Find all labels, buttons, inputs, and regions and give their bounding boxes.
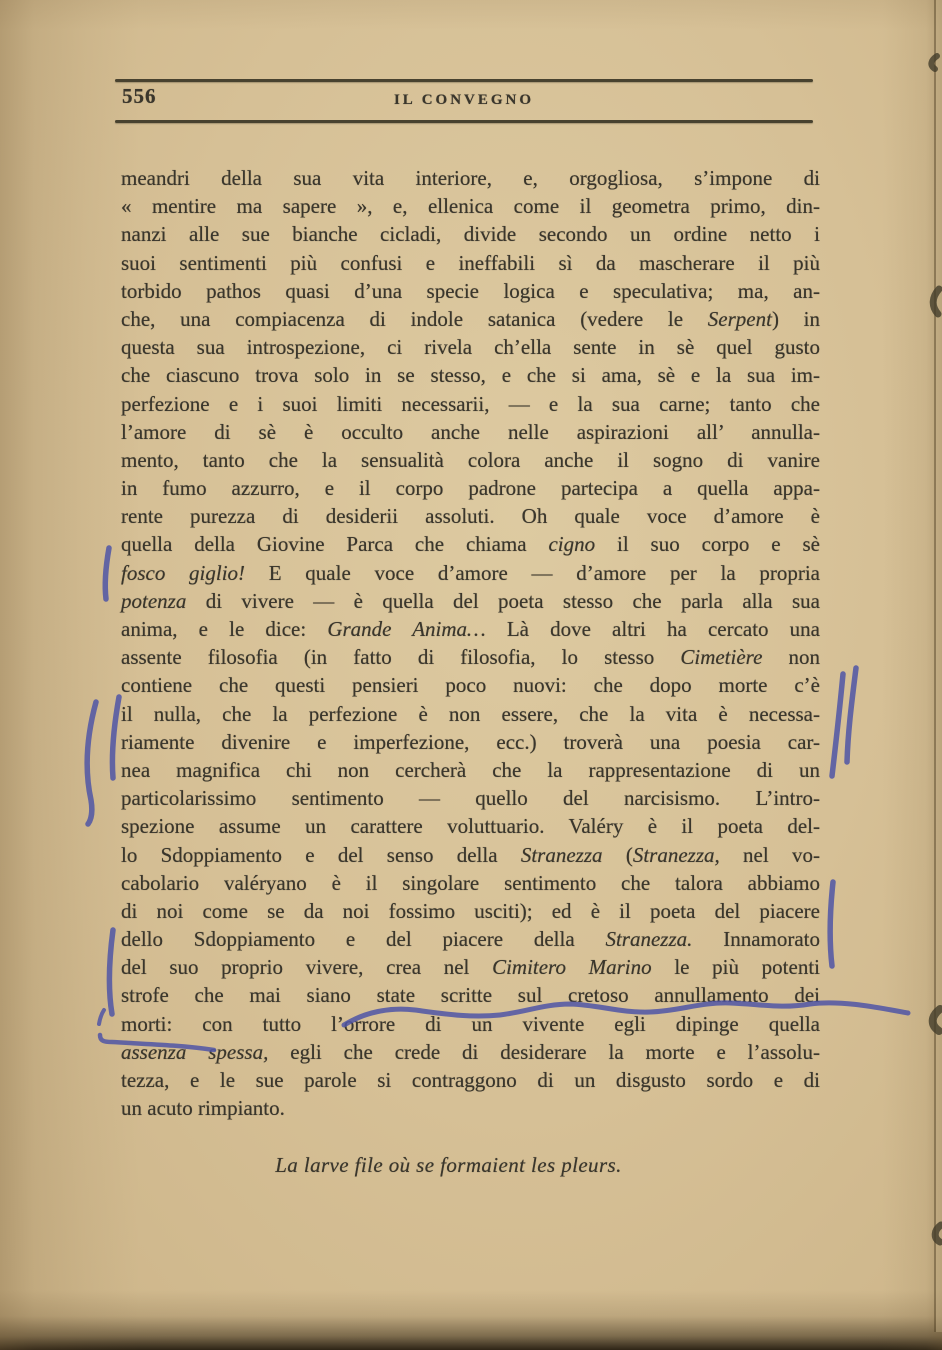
text-segment: Innamorato [692,927,820,952]
text-line [121,700,820,728]
text-segment: contiene che questi pensieri poco nuovi: che dopo morte c’è [121,673,820,698]
text-line [121,333,820,361]
text-line [121,192,820,220]
italic-text: potenza [121,588,187,613]
text-line [121,361,820,389]
text-line [121,164,820,192]
text-line [121,530,820,558]
text-segment: perfezione e i suoi limiti necessarii, — e la sua carne; tanto che [121,391,820,416]
pen-margin-stroke-left-2b [112,697,119,778]
text-segment: che ciascuno trova solo in se stesso, e che si ama, sè e la sua im- [121,363,820,388]
text-line [121,220,820,248]
text-segment: particolarissimo sentimento — quello del narcisismo. L’intro- [121,786,820,811]
verse-quote: La larve file où se formaient les pleurs. [275,1153,622,1177]
text-segment: dello Sdoppiamento e del piacere della [121,927,606,952]
text-line [121,1010,820,1038]
text-segment: meandri della sua vita interiore, e, orgogliosa, s’impone di [121,166,820,190]
text-line [121,1094,820,1122]
text-segment: del suo proprio vivere, crea nel [121,955,493,980]
text-line [121,446,820,474]
text-segment: morti: con tutto l’orrore di un vivente egli dipinge quella [121,1011,820,1036]
italic-text: Stranezza [520,842,603,867]
text-line [121,897,820,925]
text-segment: E quale voce d’amore — d’amore per la propria [245,560,820,585]
text-line [121,390,820,418]
text-line [121,953,820,981]
body-text-block [121,164,820,1122]
text-line [121,277,820,305]
text-line [121,1066,820,1094]
text-segment: nanzi alle sue bianche cicladi, divide secondo un ordine netto i [121,222,820,247]
italic-text: Stranezza, [632,842,720,867]
text-line [121,728,820,756]
text-line [121,559,820,587]
text-segment: le più potenti [651,955,820,980]
text-segment: di vivere — è quella del poeta stesso che parla alla sua [186,588,820,613]
text-segment: in fumo azzurro, e il corpo padrone partecipa a quella appa- [121,476,820,501]
text-segment: egli che crede di desiderare la morte e l’assolu- [268,1039,820,1064]
pen-margin-tick-left [99,1010,104,1024]
text-line [121,784,820,812]
text-line [121,841,820,869]
text-line [121,587,820,615]
text-segment: « mentire ma sapere », e, ellenica come il geometra primo, din- [121,194,820,219]
text-line [121,869,820,897]
text-line [121,981,820,1009]
text-segment: anima, e le dice: [121,617,328,641]
text-line [121,474,820,502]
text-segment: questa sua introspezione, ci rivela ch’ella sente in sè quel gusto [121,335,820,360]
text-segment: strofe che mai siano state scritte sul cretoso annullamento dei [121,983,820,1008]
text-segment: che, una compiacenza di indole satanica (vedere le [121,306,708,331]
text-line [121,502,820,530]
text-segment: un acuto rimpianto. [121,1096,285,1121]
pen-margin-stroke-right-b [847,668,856,762]
text-line [121,925,820,953]
text-line [121,756,820,784]
pen-margin-stroke-right-c [830,882,833,966]
text-segment: non [762,645,820,670]
italic-text: Grande Anima… [327,617,486,641]
text-segment: l’amore di sè è occulto anche nelle aspirazioni all’ annulla- [121,419,820,444]
text-segment: suoi sentimenti più confusi e ineffabili sì da mascherare il più [121,250,820,275]
text-line [121,305,820,333]
text-segment: quella della Giovine Parca che chiama [121,532,549,557]
italic-text: Cimitero Marino [492,955,652,980]
text-segment: torbido pathos quasi d’una specie logica e speculativa; ma, an- [121,278,820,303]
text-line [121,249,820,277]
header-rule-bottom [115,120,813,123]
text-segment: di noi come se da noi fossimo usciti); ed è il poeta del piacere [121,898,820,923]
text-segment: spezione assume un carattere voluttuario. Valéry è il poeta del- [121,814,820,839]
pen-margin-stroke-left-3 [109,930,113,1014]
italic-text: assenza spessa, [121,1039,269,1064]
text-segment: assente filosofia (in fatto di filosofia, lo stesso [121,645,681,670]
italic-text: Serpent [707,306,772,331]
text-segment: cabolario valéryano è il singolare sentimento che talora abbiamo [121,870,820,895]
text-line [121,418,820,446]
text-line [121,643,820,671]
italic-text: cigno [548,532,596,557]
italic-text: Cimetière [680,645,763,670]
pen-margin-stroke-right-a [832,674,843,776]
italic-text: Stranezza. [605,927,693,952]
text-segment: ) in [771,306,821,331]
text-line [121,812,820,840]
text-segment: il suo corpo e sè [595,532,820,557]
text-segment: nea magnifica chi non cercherà che la rappresentazione di un [121,757,820,782]
text-segment: nel vo- [719,842,820,867]
text-line [121,1038,820,1066]
text-line [121,671,820,699]
text-segment: il nulla, che la perfezione è non essere, che la vita è necessa- [121,701,820,726]
text-line [121,615,820,643]
pen-margin-stroke-left-2a [87,702,96,824]
page-number: 556 [122,84,157,108]
text-segment: rente purezza di desiderii assoluti. Oh quale voce d’amore è [121,504,820,529]
text-segment: Là dove altri ha cercato una [485,617,820,641]
text-segment: mento, tanto che la sensualità colora anche il sogno di vanire [121,447,820,472]
italic-text: fosco giglio! [121,560,246,585]
journal-title: IL CONVEGNO [393,92,535,108]
page-edge-strip [936,0,942,1332]
pen-margin-stroke-left-1 [105,548,109,599]
text-segment: tezza, e le sue parole si contraggono di un disgusto sordo e di [121,1068,820,1092]
header-rule-top [115,79,813,82]
text-segment: lo Sdoppiamento e del senso della [121,842,521,867]
text-segment: riamente divenire e imperfezione, ecc.) troverà una poesia car- [121,729,820,754]
text-segment: ( [602,842,633,867]
